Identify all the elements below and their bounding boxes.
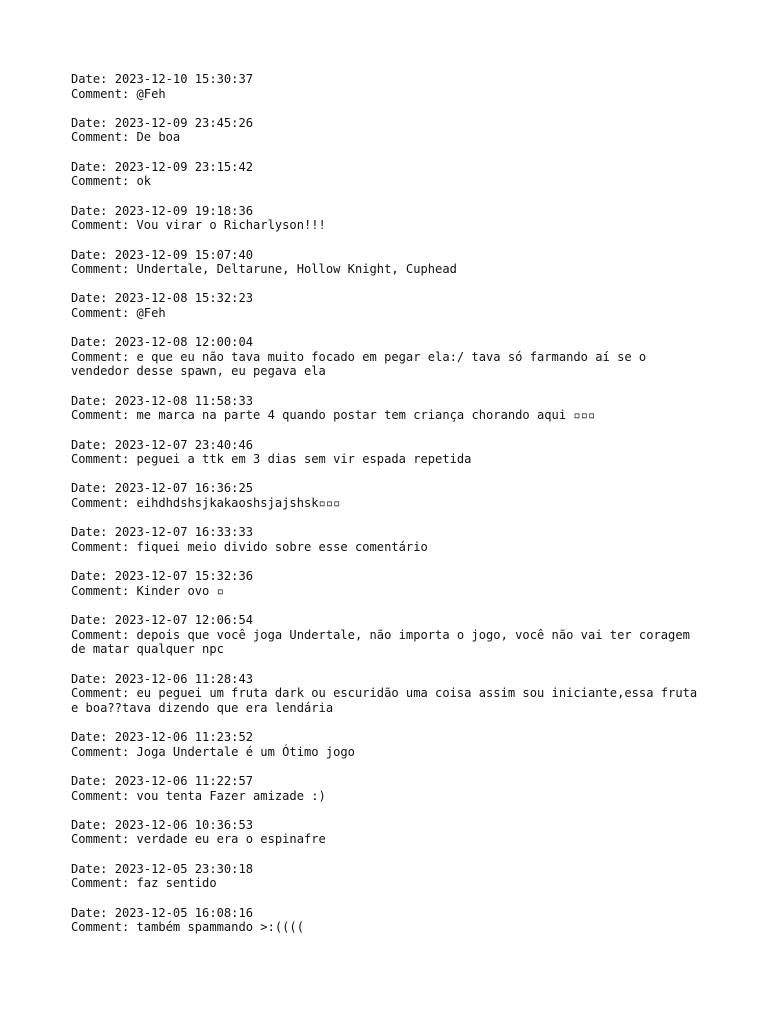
comment-label: Comment:: [71, 218, 137, 233]
comment-line: [71, 832, 711, 847]
comment-line: [71, 540, 711, 555]
comment-entry: [71, 72, 711, 101]
comment-entry: [71, 248, 711, 277]
date-value: 2023-12-10 15:30:37: [114, 72, 254, 86]
comment-entry: [71, 204, 711, 233]
date-line: [71, 818, 711, 833]
comment-entry: [71, 730, 711, 759]
date-label: Date:: [71, 203, 115, 218]
date-value: 2023-12-06 11:28:43: [114, 671, 254, 686]
comment-entry: [71, 291, 711, 320]
comment-line: [71, 745, 711, 760]
comment-label: Comment:: [71, 788, 137, 803]
date-line: [71, 569, 711, 584]
date-label: Date:: [71, 905, 115, 920]
date-label: Date:: [71, 291, 115, 306]
comment-line: [71, 262, 711, 277]
date-value: 2023-12-09 19:18:36: [114, 203, 254, 218]
comment-entry: [71, 481, 711, 510]
comment-label: Comment:: [71, 305, 137, 320]
comment-text: também spammando >:((((: [136, 920, 304, 935]
comment-text: e que eu não tava muito focado em pegar ela:/ tava só farmando aí se o vendedor desse spawn, eu pegava ela: [71, 349, 654, 379]
date-value: 2023-12-09 23:45:26: [114, 115, 254, 130]
comment-text: vou tenta Fazer amizade :): [136, 788, 326, 803]
date-label: Date:: [71, 671, 115, 686]
comment-label: Comment:: [71, 920, 137, 935]
date-line: [71, 672, 711, 687]
comment-line: [71, 130, 711, 145]
comment-entry: [71, 862, 711, 891]
comment-text: Kinder ovo ▫: [136, 583, 224, 598]
date-label: Date:: [71, 525, 115, 540]
date-line: [71, 438, 711, 453]
date-line: [71, 613, 711, 628]
date-value: 2023-12-07 16:33:33: [114, 525, 254, 540]
comment-label: Comment:: [71, 174, 137, 189]
comment-text: De boa: [136, 130, 181, 145]
comment-text: eihdhdshsjkakaoshsjajshsk▫▫▫: [136, 496, 341, 511]
comment-text: @Feh: [136, 305, 166, 320]
comment-label: Comment:: [71, 452, 137, 467]
comment-label: Comment:: [71, 262, 137, 277]
date-label: Date:: [71, 159, 115, 174]
date-line: [71, 730, 711, 745]
date-label: Date:: [71, 730, 115, 745]
comment-entry: [71, 818, 711, 847]
comment-label: Comment:: [71, 744, 137, 759]
comment-line: [71, 584, 711, 599]
comment-label: Comment:: [71, 408, 137, 423]
date-line: [71, 116, 711, 131]
comment-text: ok: [136, 174, 152, 189]
comment-text: Joga Undertale é um Ótimo jogo: [136, 744, 355, 759]
date-value: 2023-12-06 11:23:52: [114, 730, 254, 745]
comment-text: Vou virar o Richarlyson!!!: [136, 218, 326, 233]
comment-text: verdade eu era o espinafre: [136, 832, 326, 847]
comment-line: [71, 789, 711, 804]
comment-label: Comment:: [71, 539, 137, 554]
comment-entry: [71, 613, 711, 657]
comment-line: [71, 87, 711, 102]
date-value: 2023-12-05 23:30:18: [114, 861, 254, 876]
comment-line: [71, 686, 711, 715]
date-value: 2023-12-09 23:15:42: [114, 159, 254, 174]
comment-label: Comment:: [71, 86, 137, 101]
date-label: Date:: [71, 393, 115, 408]
date-line: [71, 160, 711, 175]
date-line: [71, 525, 711, 540]
comment-line: [71, 452, 711, 467]
date-value: 2023-12-08 11:58:33: [114, 393, 254, 408]
comment-line: [71, 920, 711, 935]
comment-label: Comment:: [71, 130, 137, 145]
comment-entry: [71, 394, 711, 423]
comment-entry: [71, 335, 711, 379]
date-line: [71, 291, 711, 306]
comment-entry: [71, 774, 711, 803]
date-line: [71, 862, 711, 877]
date-value: 2023-12-07 15:32:36: [114, 569, 254, 584]
date-line: [71, 394, 711, 409]
comment-line: [71, 876, 711, 891]
comment-entry: [71, 438, 711, 467]
date-label: Date:: [71, 335, 115, 350]
date-value: 2023-12-07 12:06:54: [114, 613, 254, 628]
comment-label: Comment:: [71, 496, 137, 511]
date-label: Date:: [71, 817, 115, 832]
comment-label: Comment:: [71, 627, 137, 642]
comment-text: @Feh: [136, 86, 166, 101]
comment-text: eu peguei um fruta dark ou escuridão uma coisa assim sou iniciante,essa fruta e boa??tava dizendo que era lendária: [71, 686, 705, 715]
date-value: 2023-12-09 15:07:40: [114, 247, 254, 262]
date-value: 2023-12-08 15:32:23: [114, 291, 254, 306]
date-line: [71, 481, 711, 496]
date-line: [71, 335, 711, 350]
comment-label: Comment:: [71, 349, 137, 364]
date-line: [71, 248, 711, 263]
date-value: 2023-12-06 10:36:53: [114, 817, 254, 832]
date-value: 2023-12-07 23:40:46: [114, 437, 254, 452]
comment-text: depois que você joga Undertale, não importa o jogo, você não vai ter coragem de matar qualquer npc: [71, 627, 698, 657]
date-line: [71, 774, 711, 789]
comment-entry: [71, 116, 711, 145]
date-label: Date:: [71, 72, 115, 86]
date-value: 2023-12-07 16:36:25: [114, 481, 254, 496]
comment-line: [71, 628, 711, 657]
date-value: 2023-12-05 16:08:16: [114, 905, 254, 920]
comment-line: [71, 174, 711, 189]
date-line: [71, 72, 711, 87]
date-label: Date:: [71, 773, 115, 788]
date-label: Date:: [71, 613, 115, 628]
comment-line: [71, 306, 711, 321]
comment-label: Comment:: [71, 583, 137, 598]
comment-entry: [71, 906, 711, 935]
comment-line: [71, 218, 711, 233]
comment-label: Comment:: [71, 832, 137, 847]
comment-text: faz sentido: [136, 876, 217, 891]
date-label: Date:: [71, 437, 115, 452]
date-value: 2023-12-08 12:00:04: [114, 335, 254, 350]
comment-entry: [71, 160, 711, 189]
comment-log: [71, 72, 711, 949]
comment-line: [71, 496, 711, 511]
comment-line: [71, 408, 711, 423]
date-label: Date:: [71, 115, 115, 130]
date-label: Date:: [71, 569, 115, 584]
comment-label: Comment:: [71, 876, 137, 891]
comment-entry: [71, 672, 711, 716]
date-label: Date:: [71, 861, 115, 876]
date-line: [71, 204, 711, 219]
date-label: Date:: [71, 481, 115, 496]
comment-entry: [71, 569, 711, 598]
comment-label: Comment:: [71, 686, 137, 701]
date-line: [71, 906, 711, 921]
comment-line: [71, 350, 711, 379]
comment-text: peguei a ttk em 3 dias sem vir espada repetida: [136, 452, 472, 467]
comment-text: me marca na parte 4 quando postar tem criança chorando aqui ▫▫▫: [136, 408, 596, 423]
comment-text: fiquei meio divido sobre esse comentário: [136, 539, 428, 554]
date-label: Date:: [71, 247, 115, 262]
comment-text: Undertale, Deltarune, Hollow Knight, Cuphead: [136, 262, 457, 277]
date-value: 2023-12-06 11:22:57: [114, 773, 254, 788]
comment-entry: [71, 525, 711, 554]
